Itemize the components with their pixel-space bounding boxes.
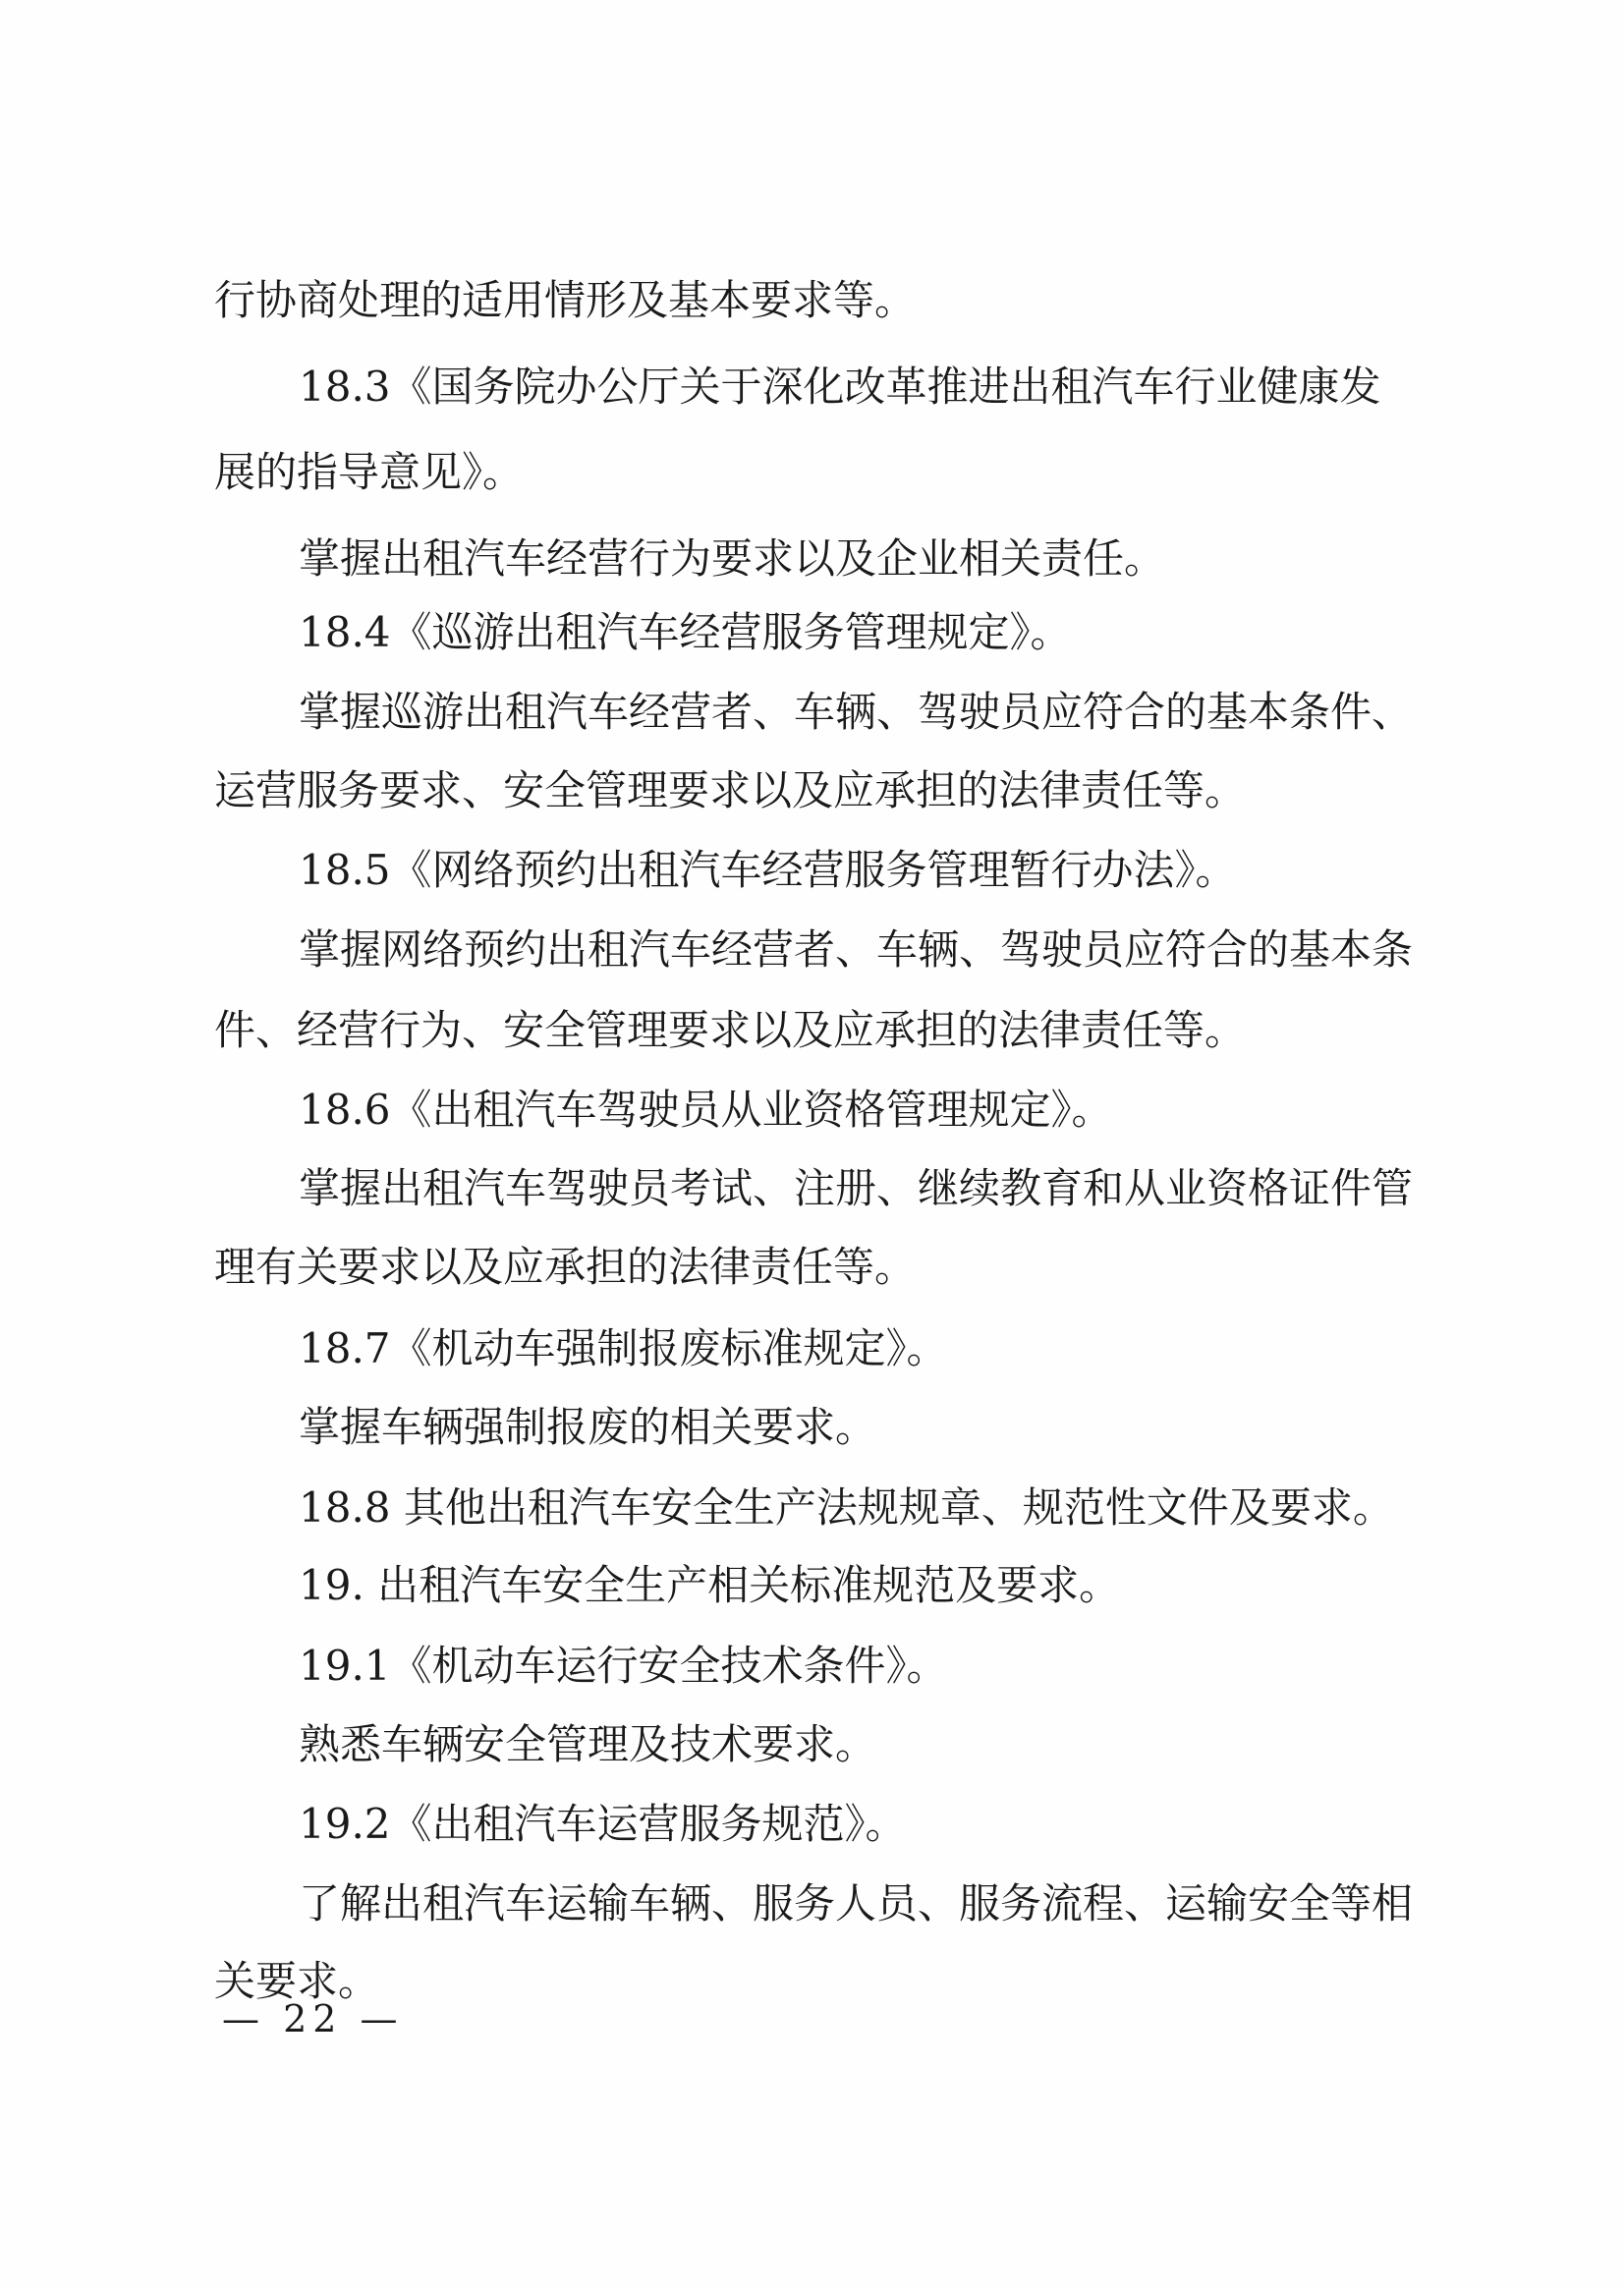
text-line-21: 了解出租汽车运输车辆、服务人员、服务流程、运输安全等相 [299, 1879, 1414, 1927]
text-line-7: 运营服务要求、安全管理要求以及应承担的法律责任等。 [214, 766, 1247, 814]
text-line-11: 18.6《出租汽车驾驶员从业资格管理规定》。 [299, 1086, 1113, 1134]
text-line-9: 掌握网络预约出租汽车经营者、车辆、驾驶员应符合的基本条 [299, 925, 1414, 974]
text-line-16: 18.8 其他出租汽车安全生产法规规章、规范性文件及要求。 [299, 1483, 1394, 1532]
text-line-14: 18.7《机动车强制报废标准规定》。 [299, 1324, 948, 1372]
text-line-4: 掌握出租汽车经营行为要求以及企业相关责任。 [299, 534, 1166, 583]
page-number: — 22 — [222, 1997, 404, 2040]
text-line-6: 掌握巡游出租汽车经营者、车辆、驾驶员应符合的基本条件、 [299, 688, 1414, 736]
text-line-13: 理有关要求以及应承担的法律责任等。 [214, 1243, 917, 1291]
text-line-15: 掌握车辆强制报废的相关要求。 [299, 1403, 877, 1451]
text-line-22: 关要求。 [214, 1957, 380, 2005]
text-line-10: 件、经营行为、安全管理要求以及应承担的法律责任等。 [214, 1006, 1247, 1054]
text-line-3: 展的指导意见》。 [214, 448, 525, 496]
text-line-5: 18.4《巡游出租汽车经营服务管理规定》。 [299, 608, 1072, 656]
text-line-12: 掌握出租汽车驾驶员考试、注册、继续教育和从业资格证件管 [299, 1164, 1414, 1212]
text-line-18: 19.1《机动车运行安全技术条件》。 [299, 1642, 948, 1690]
text-line-17: 19. 出租汽车安全生产相关标准规范及要求。 [299, 1561, 1121, 1609]
text-line-8: 18.5《网络预约出租汽车经营服务管理暂行办法》。 [299, 846, 1237, 894]
text-line-20: 19.2《出租汽车运营服务规范》。 [299, 1800, 907, 1848]
text-line-2: 18.3《国务院办公厅关于深化改革推进出租汽车行业健康发 [299, 363, 1381, 411]
text-line-19: 熟悉车辆安全管理及技术要求。 [299, 1720, 877, 1768]
text-line-1: 行协商处理的适用情形及基本要求等。 [214, 276, 917, 324]
